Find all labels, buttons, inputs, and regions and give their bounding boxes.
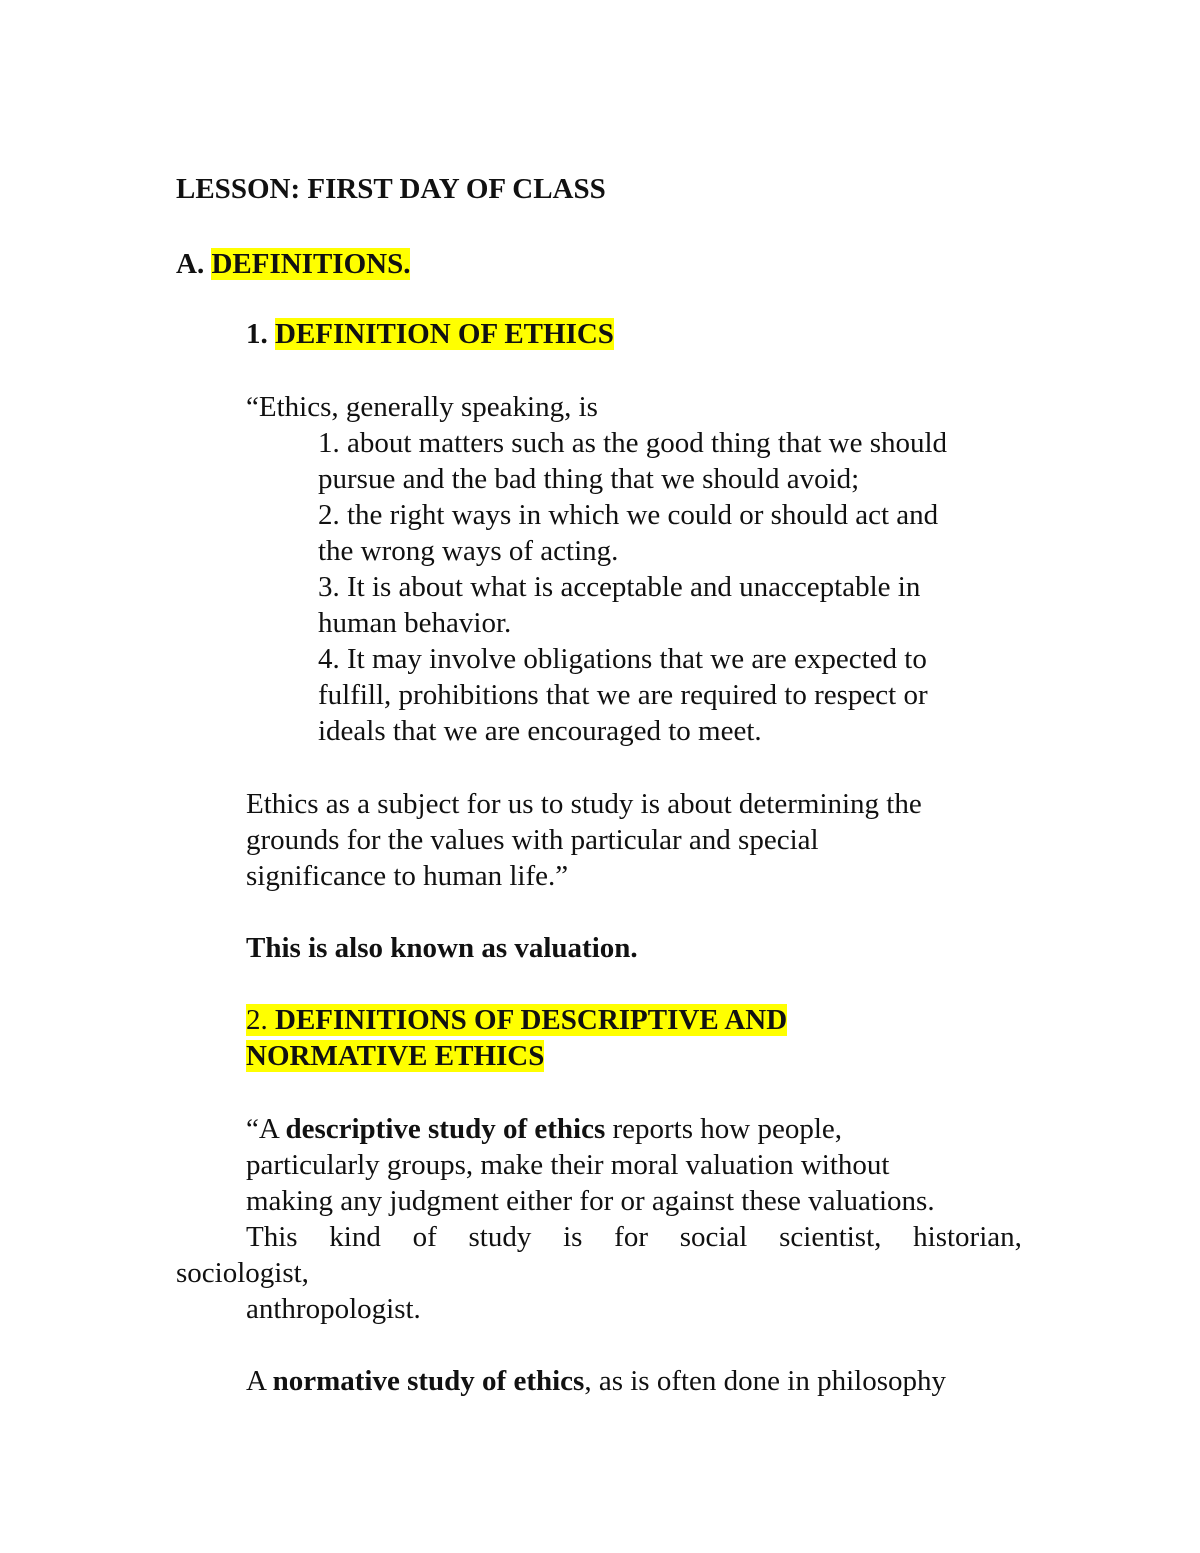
descriptive-line-1 [246, 1111, 842, 1147]
subsection-1-prefix: 1. [246, 318, 275, 350]
section-a-prefix: A. [176, 248, 212, 280]
descriptive-word: This [246, 1221, 298, 1253]
ethics-paragraph-line-1: Ethics as a subject for us to study is about determining the [246, 788, 922, 820]
descriptive-line-5: sociologist, [176, 1257, 309, 1289]
subsection-2-prefix: 2. [246, 1004, 275, 1036]
subsection-2-title-line-1: DEFINITIONS OF DESCRIPTIVE AND [275, 1004, 788, 1036]
valuation-note: This is also known as valuation. [246, 932, 638, 964]
subsection-1-heading [246, 316, 614, 352]
section-a-heading [176, 246, 410, 282]
normative-open: A [246, 1365, 273, 1397]
list-item-1-line-1: 1. about matters such as the good thing that we should [318, 427, 948, 459]
descriptive-word: social [679, 1221, 748, 1253]
normative-line-1 [246, 1363, 946, 1399]
list-item-3-line-1: 3. It is about what is acceptable and unacceptable in [318, 571, 921, 603]
descriptive-word: for [614, 1221, 648, 1253]
section-a-title: DEFINITIONS. [211, 248, 411, 280]
descriptive-word: study [468, 1221, 532, 1253]
descriptive-line-2: particularly groups, make their moral valuation without [246, 1149, 890, 1181]
list-item-4-line-3: ideals that we are encouraged to meet. [318, 715, 762, 747]
subsection-1-title: DEFINITION OF ETHICS [275, 318, 614, 350]
normative-rest: , as is often done in philosophy [584, 1365, 946, 1397]
list-item-4-line-2: fulfill, prohibitions that we are required to respect or [318, 679, 928, 711]
ethics-paragraph-line-2: grounds for the values with particular and special [246, 824, 819, 856]
descriptive-line-3: making any judgment either for or against these valuations. [246, 1185, 935, 1217]
subsection-2-heading-line-1 [246, 1002, 787, 1038]
descriptive-open: “A [246, 1113, 286, 1145]
ethics-paragraph-line-3: significance to human life.” [246, 860, 569, 892]
ethics-intro: “Ethics, generally speaking, is [246, 391, 598, 423]
descriptive-rest: reports how people, [605, 1113, 843, 1145]
descriptive-word: scientist, [779, 1221, 882, 1253]
descriptive-term: descriptive study of ethics [285, 1113, 606, 1145]
lesson-title-text: LESSON: FIRST DAY OF CLASS [176, 173, 606, 205]
list-item-1-line-2: pursue and the bad thing that we should avoid; [318, 463, 860, 495]
list-item-3-line-2: human behavior. [318, 607, 512, 639]
normative-term: normative study of ethics [272, 1365, 585, 1397]
descriptive-line-6: anthropologist. [246, 1293, 421, 1325]
descriptive-word: kind [329, 1221, 381, 1253]
descriptive-word: historian, [913, 1221, 1022, 1253]
descriptive-line-4 [246, 1219, 1022, 1255]
descriptive-word: of [412, 1221, 437, 1253]
subsection-2-heading-line-2 [246, 1038, 544, 1074]
subsection-2-title-line-2: NORMATIVE ETHICS [246, 1040, 545, 1072]
list-item-2-line-1: 2. the right ways in which we could or should act and [318, 499, 939, 531]
list-item-4-line-1: 4. It may involve obligations that we are expected to [318, 643, 927, 675]
lesson-title [176, 171, 606, 207]
list-item-2-line-2: the wrong ways of acting. [318, 535, 619, 567]
descriptive-word: is [563, 1221, 583, 1253]
